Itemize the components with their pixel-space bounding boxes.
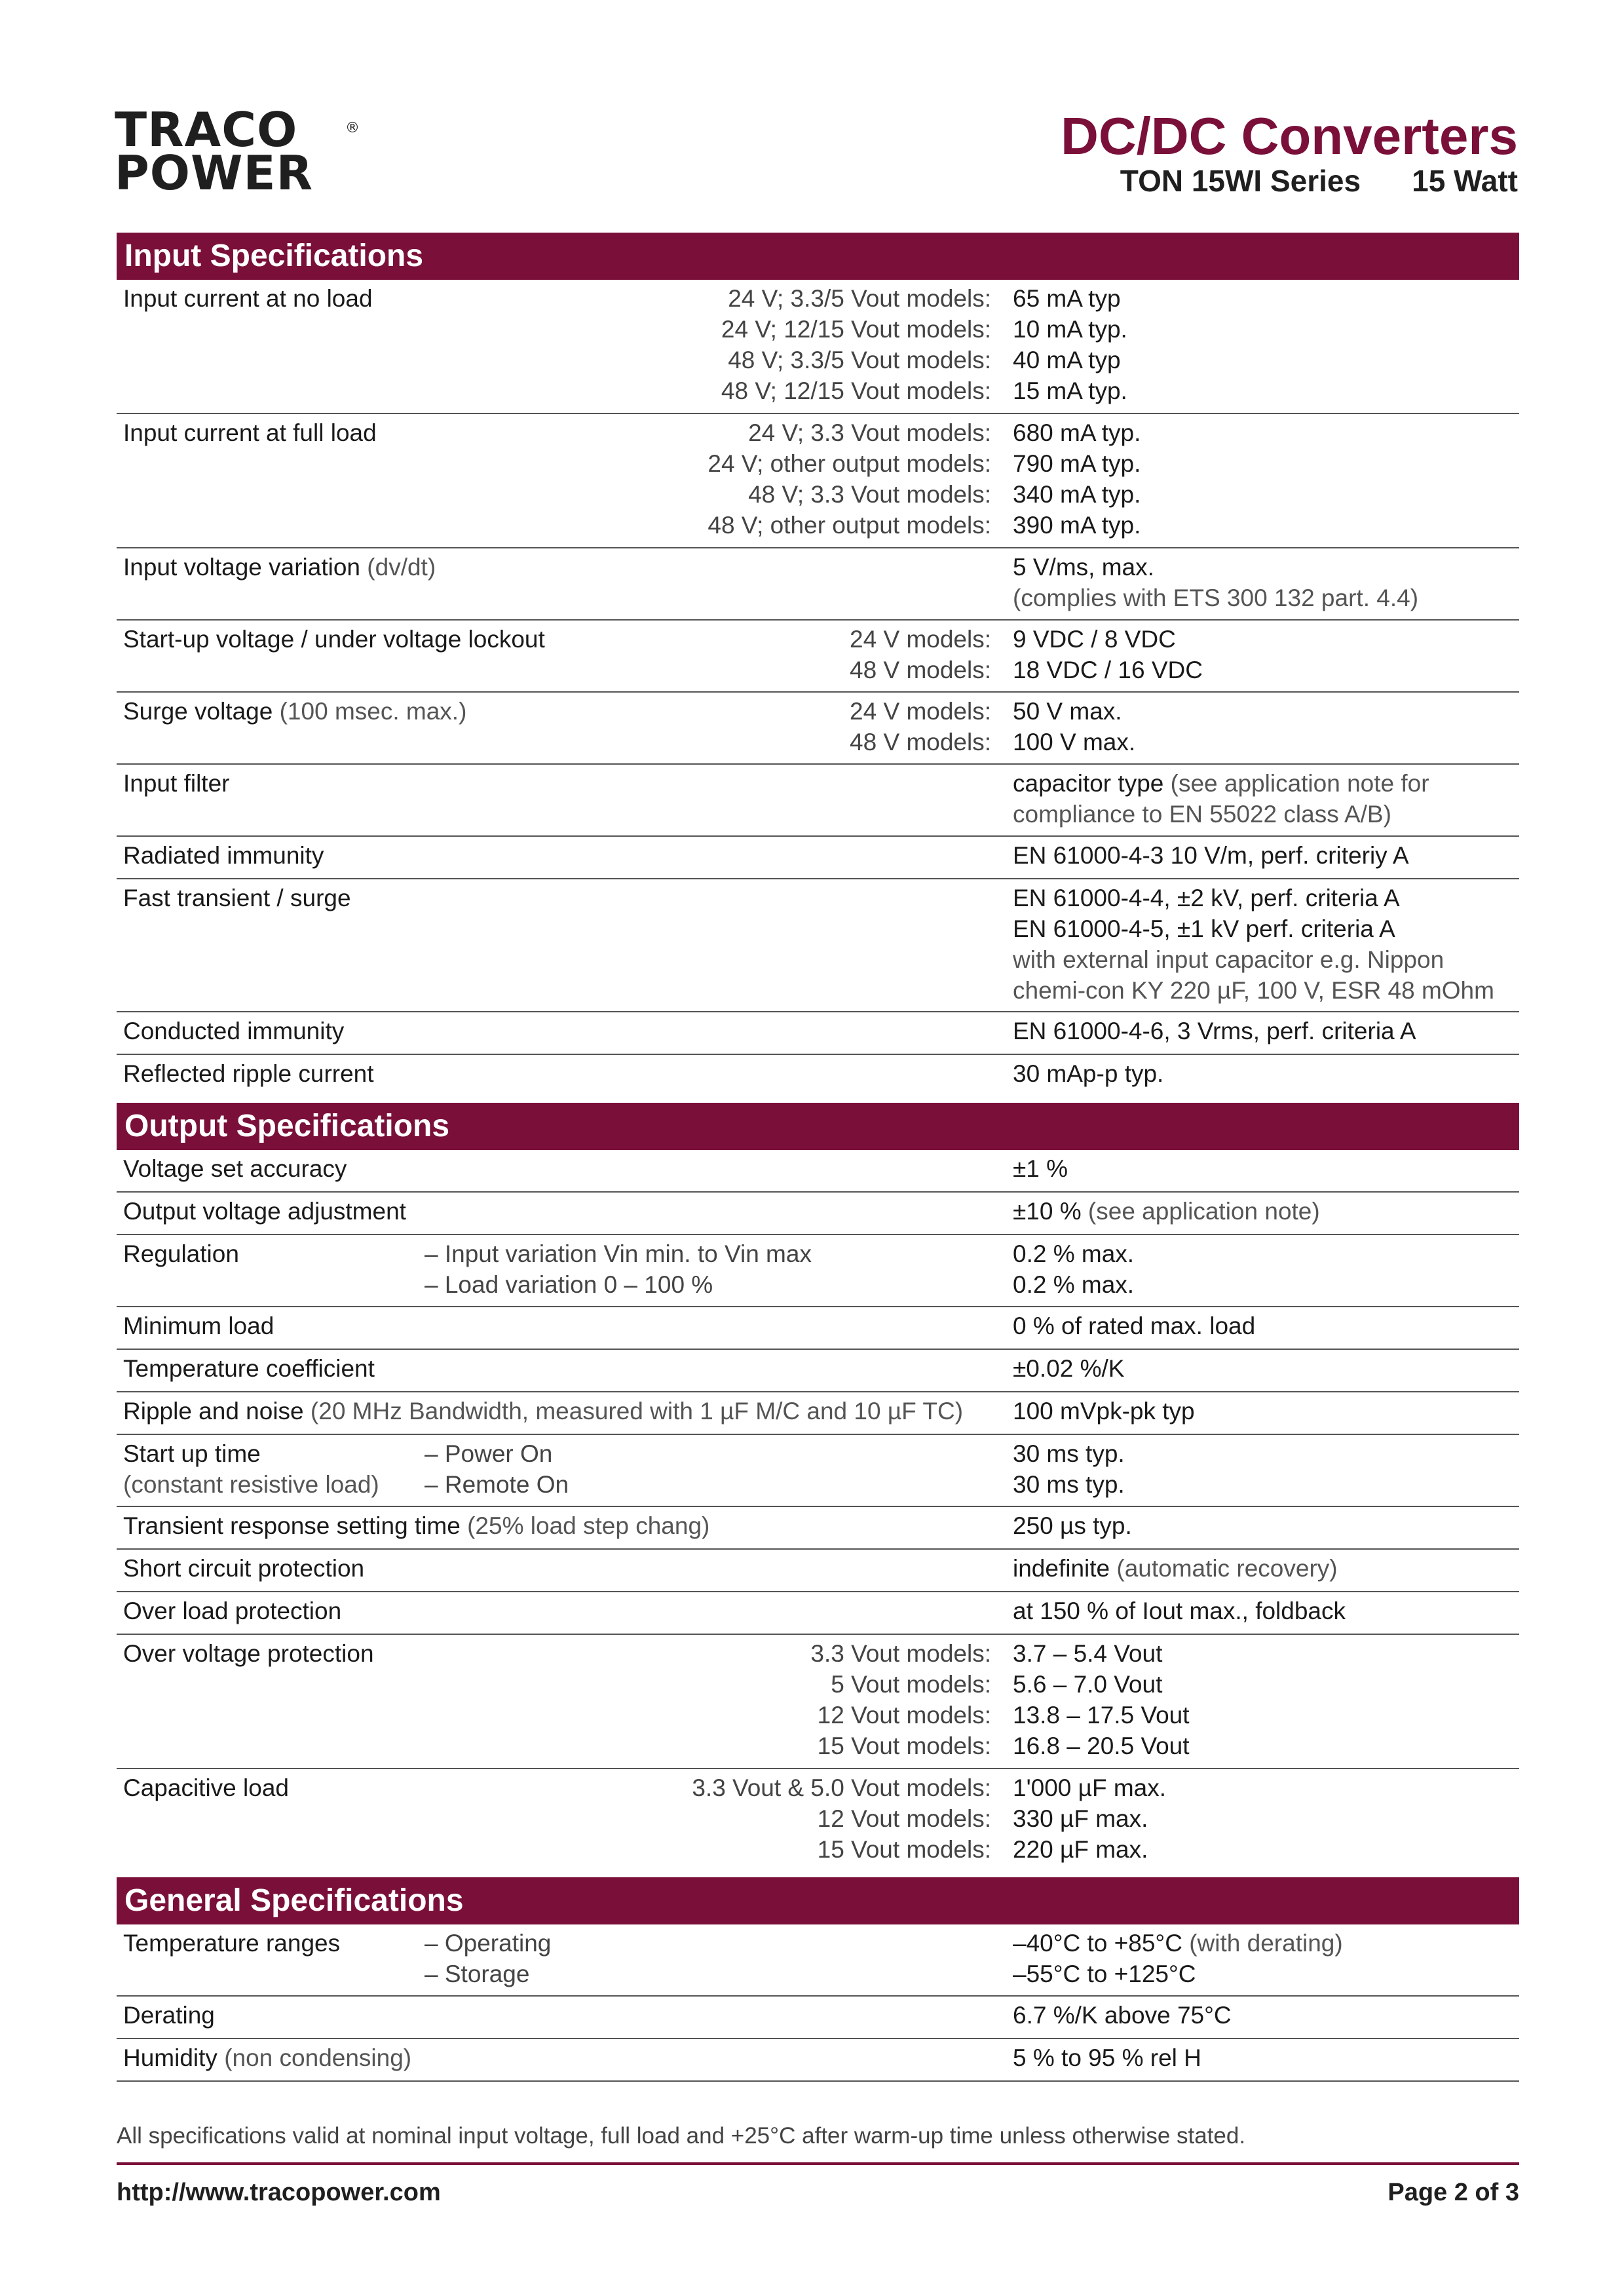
spec-value: 6.7 %/K above 75°C — [1013, 2002, 1232, 2029]
spec-values — [1013, 417, 1511, 541]
spec-row-over-voltage-protection — [117, 1635, 1519, 1769]
spec-row-radiated-immunity — [117, 837, 1519, 879]
spec-conditions — [425, 1438, 1112, 1500]
spec-value: EN 61000-4-3 10 V/m, perf. criteriy A — [1013, 842, 1409, 869]
value: 220 µF max. — [1013, 1836, 1148, 1863]
condition: 3.3 Vout & 5.0 Vout models: — [692, 1774, 991, 1801]
spec-label: Input filter — [123, 770, 230, 797]
condition: 12 Vout models: — [817, 1805, 991, 1832]
value: 5 V/ms, max. — [1013, 554, 1154, 581]
label-text: Transient response setting time — [123, 1512, 461, 1539]
value-note: (see application note) — [1087, 1198, 1320, 1225]
condition: 24 V; 3.3/5 Vout models: — [728, 285, 991, 312]
spec-row-startup-voltage — [117, 621, 1519, 693]
spec-label: Derating — [123, 2002, 215, 2029]
spec-label: Fast transient / surge — [123, 885, 351, 911]
value: 100 V max. — [1013, 729, 1136, 756]
value: –55°C to +125°C — [1013, 1961, 1196, 1987]
condition: 24 V; other output models: — [708, 450, 991, 477]
label-text: Surge voltage — [123, 698, 273, 725]
spec-row-short-circuit-protection — [117, 1550, 1519, 1592]
spec-row-transient-response — [117, 1507, 1519, 1550]
label-text: Start up time — [123, 1440, 261, 1467]
input-specifications-section — [117, 233, 1519, 1096]
value: 9 VDC / 8 VDC — [1013, 626, 1176, 653]
spec-row-regulation — [117, 1235, 1519, 1307]
spec-value: ±0.02 %/K — [1013, 1355, 1125, 1382]
value: 330 µF max. — [1013, 1805, 1148, 1832]
spec-value: 30 mAp-p typ. — [1013, 1060, 1164, 1087]
spec-value: ±1 % — [1013, 1155, 1068, 1182]
series-name: TON 15WI Series — [1120, 164, 1361, 198]
spec-row-surge-voltage — [117, 693, 1519, 765]
spec-values — [1013, 624, 1511, 685]
spec-label: Over load protection — [123, 1598, 342, 1624]
page-title: DC/DC Converters — [1061, 107, 1518, 165]
spec-row-over-load-protection — [117, 1592, 1519, 1635]
spec-values — [1013, 1928, 1511, 1989]
condition: – Power On — [425, 1440, 553, 1467]
value: 790 mA typ. — [1013, 450, 1141, 477]
value: 0.2 % max. — [1013, 1271, 1135, 1298]
spec-conditions — [117, 417, 991, 541]
spec-label: Reflected ripple current — [123, 1060, 374, 1087]
spec-values — [1013, 1238, 1511, 1300]
label-note: (constant resistive load) — [123, 1471, 379, 1498]
value: 40 mA typ — [1013, 347, 1121, 373]
spec-row-reflected-ripple — [117, 1055, 1519, 1096]
label-note: (25% load step chang) — [467, 1512, 710, 1539]
spec-conditions — [425, 1928, 1112, 1989]
spec-conditions — [117, 1638, 991, 1761]
condition: 24 V; 12/15 Vout models: — [721, 316, 991, 343]
condition: – Input variation Vin min. to Vin max — [425, 1240, 812, 1267]
condition: – Storage — [425, 1961, 530, 1987]
section-header: General Specifications — [117, 1877, 1519, 1924]
condition: 12 Vout models: — [817, 1702, 991, 1729]
spec-row-voltage-set-accuracy — [117, 1150, 1519, 1193]
value-note: compliance to EN 55022 class A/B) — [1013, 801, 1391, 828]
spec-row-ripple-noise — [117, 1392, 1519, 1435]
condition: 15 Vout models: — [817, 1732, 991, 1759]
spec-values — [1013, 283, 1511, 406]
spec-value — [1013, 1196, 1511, 1227]
condition: 5 Vout models: — [831, 1671, 991, 1698]
condition: 48 V models: — [850, 729, 991, 756]
spec-label: Minimum load — [123, 1312, 274, 1339]
spec-label — [123, 1396, 1008, 1426]
spec-value: 0 % of rated max. load — [1013, 1312, 1256, 1339]
value: capacitor type — [1013, 770, 1164, 797]
condition: 48 V; 3.3/5 Vout models: — [728, 347, 991, 373]
logo-line-2: POWER — [115, 145, 314, 201]
spec-label: Input current at no load — [123, 285, 373, 312]
footnote: All specifications valid at nominal input voltage, full load and +25°C after warm-up time unless otherwise stated. — [117, 2123, 1246, 2149]
spec-row-temperature-coefficient — [117, 1350, 1519, 1392]
spec-label: Start-up voltage / under voltage lockout — [123, 626, 545, 653]
condition: – Remote On — [425, 1471, 569, 1498]
label-text: Humidity — [123, 2044, 217, 2071]
condition: 3.3 Vout models: — [810, 1640, 991, 1667]
spec-values — [1013, 768, 1511, 830]
value: 1'000 µF max. — [1013, 1774, 1167, 1801]
label-text: Input voltage variation — [123, 554, 361, 581]
spec-label: Capacitive load — [123, 1774, 289, 1801]
value-note: (automatic recovery) — [1116, 1555, 1338, 1582]
spec-values — [1013, 1772, 1511, 1865]
spec-values — [1013, 552, 1511, 613]
value: 30 ms typ. — [1013, 1440, 1125, 1467]
spec-label: Short circuit protection — [123, 1555, 365, 1582]
wattage: 15 Watt — [1412, 164, 1518, 198]
spec-label: Temperature ranges — [123, 1930, 341, 1957]
value: 13.8 – 17.5 Vout — [1013, 1702, 1190, 1729]
page-subtitle — [1120, 163, 1518, 199]
spec-row-start-up-time — [117, 1435, 1519, 1507]
value: 30 ms typ. — [1013, 1471, 1125, 1498]
value-note: (complies with ETS 300 132 part. 4.4) — [1013, 584, 1419, 611]
value: 390 mA typ. — [1013, 512, 1141, 539]
value: 680 mA typ. — [1013, 419, 1141, 446]
condition: 24 V models: — [850, 626, 991, 653]
condition: 48 V models: — [850, 657, 991, 683]
spec-label: Temperature coefficient — [123, 1355, 375, 1382]
spec-row-fast-transient — [117, 879, 1519, 1012]
footer-divider — [117, 2162, 1519, 2165]
spec-label — [123, 1510, 1008, 1541]
spec-value: at 150 % of Iout max., foldback — [1013, 1598, 1346, 1624]
condition: – Load variation 0 – 100 % — [425, 1271, 713, 1298]
value: ±10 % — [1013, 1198, 1082, 1225]
spec-row-input-voltage-variation — [117, 548, 1519, 621]
spec-conditions — [117, 696, 991, 757]
condition: 48 V; 3.3 Vout models: — [748, 481, 991, 508]
spec-conditions — [117, 1772, 991, 1865]
value: 340 mA typ. — [1013, 481, 1141, 508]
value-note: chemi-con KY 220 µF, 100 V, ESR 48 mOhm — [1013, 977, 1494, 1004]
spec-label: Regulation — [123, 1240, 239, 1267]
value: 65 mA typ — [1013, 285, 1121, 312]
spec-value — [1013, 1553, 1511, 1584]
spec-values — [1013, 1638, 1511, 1761]
spec-value: 250 µs typ. — [1013, 1512, 1132, 1539]
value: 18 VDC / 16 VDC — [1013, 657, 1203, 683]
spec-label: Over voltage protection — [123, 1640, 374, 1667]
spec-conditions — [425, 1238, 1112, 1300]
condition: 48 V; 12/15 Vout models: — [721, 377, 991, 404]
registered-mark: ® — [345, 120, 360, 136]
logo-line-1: TRACO — [115, 102, 298, 157]
spec-label: Radiated immunity — [123, 842, 324, 869]
spec-row-minimum-load — [117, 1307, 1519, 1350]
spec-row-temperature-ranges — [117, 1924, 1519, 1997]
label-note: (20 MHz Bandwidth, measured with 1 µF M/C and 10 µF TC) — [310, 1398, 964, 1425]
label-note: (100 msec. max.) — [279, 698, 467, 725]
value-note: (with derating) — [1189, 1930, 1343, 1957]
traco-power-logo — [115, 102, 360, 201]
spec-value: 100 mVpk-pk typ — [1013, 1398, 1195, 1425]
value: indefinite — [1013, 1555, 1110, 1582]
spec-value: 5 % to 95 % rel H — [1013, 2044, 1201, 2071]
spec-label — [123, 2042, 844, 2073]
condition: – Operating — [425, 1930, 552, 1957]
page-number: Page 2 of 3 — [1388, 2179, 1519, 2206]
spec-row-conducted-immunity — [117, 1012, 1519, 1055]
condition: 24 V; 3.3 Vout models: — [748, 419, 991, 446]
value: 16.8 – 20.5 Vout — [1013, 1732, 1190, 1759]
value: 15 mA typ. — [1013, 377, 1127, 404]
spec-row-input-current-full-load — [117, 414, 1519, 548]
general-specifications-section — [117, 1877, 1519, 2082]
spec-label: Voltage set accuracy — [123, 1155, 347, 1182]
label-note: (dv/dt) — [367, 554, 436, 581]
value: 10 mA typ. — [1013, 316, 1127, 343]
spec-label: Output voltage adjustment — [123, 1198, 406, 1225]
spec-conditions — [117, 283, 991, 406]
spec-row-capacitive-load — [117, 1769, 1519, 1876]
value: 3.7 – 5.4 Vout — [1013, 1640, 1163, 1667]
section-header: Input Specifications — [117, 233, 1519, 280]
spec-row-input-filter — [117, 765, 1519, 837]
website-link[interactable]: http://www.tracopower.com — [117, 2179, 441, 2206]
value: EN 61000-4-4, ±2 kV, perf. criteria A — [1013, 885, 1400, 911]
spec-row-derating — [117, 1997, 1519, 2039]
value: –40°C to +85°C — [1013, 1930, 1182, 1957]
spec-row-input-current-no-load — [117, 280, 1519, 414]
condition: 48 V; other output models: — [708, 512, 991, 539]
spec-values — [1013, 883, 1511, 1006]
value-note: with external input capacitor e.g. Nippon — [1013, 946, 1445, 973]
value: 50 V max. — [1013, 698, 1122, 725]
spec-row-output-voltage-adjustment — [117, 1193, 1519, 1235]
spec-conditions — [117, 624, 991, 685]
spec-label: Input current at full load — [123, 419, 377, 446]
value: 5.6 – 7.0 Vout — [1013, 1671, 1163, 1698]
spec-value: EN 61000-4-6, 3 Vrms, perf. criteria A — [1013, 1018, 1416, 1044]
label-text: Ripple and noise — [123, 1398, 304, 1425]
value-note: (see application note for — [1170, 770, 1429, 797]
section-header: Output Specifications — [117, 1103, 1519, 1150]
spec-values — [1013, 1438, 1511, 1500]
spec-row-humidity — [117, 2039, 1519, 2082]
output-specifications-section — [117, 1103, 1519, 1876]
spec-values — [1013, 696, 1511, 757]
condition: 15 Vout models: — [817, 1836, 991, 1863]
label-note: (non condensing) — [224, 2044, 412, 2071]
value: 0.2 % max. — [1013, 1240, 1135, 1267]
condition: 24 V models: — [850, 698, 991, 725]
spec-label: Conducted immunity — [123, 1018, 345, 1044]
value: EN 61000-4-5, ±1 kV perf. criteria A — [1013, 915, 1395, 942]
spec-label — [123, 552, 844, 583]
